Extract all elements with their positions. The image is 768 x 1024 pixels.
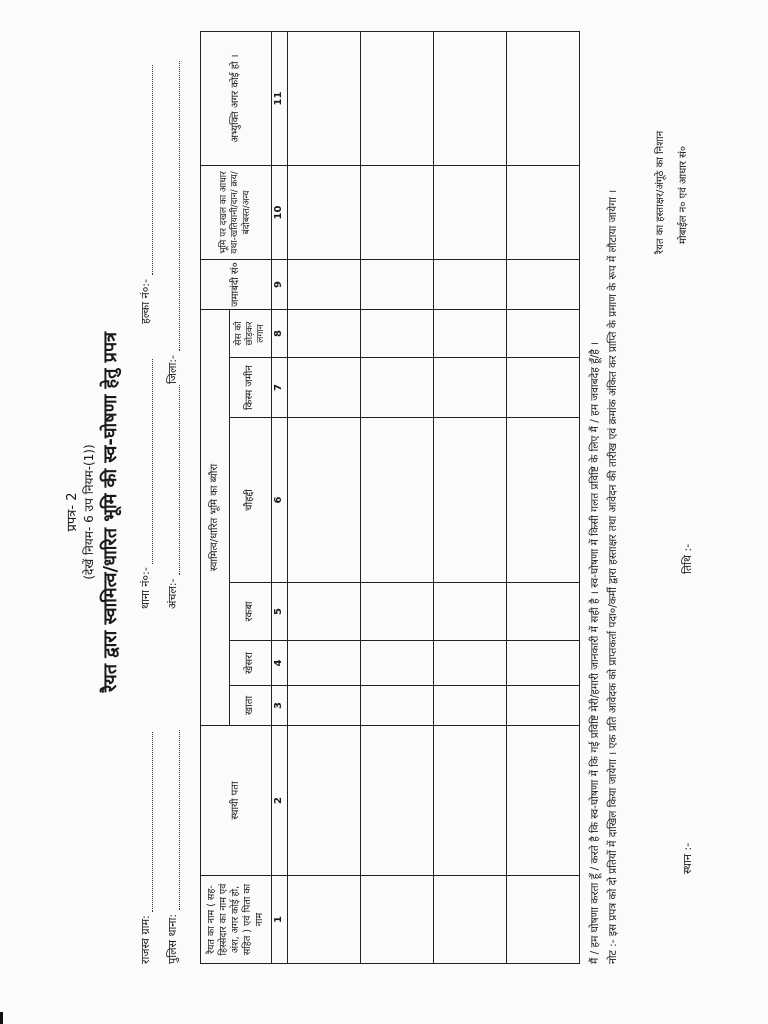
column-number: 7: [272, 358, 288, 418]
col-raiyat-header: रैयत का नाम ( सह-हिस्सेदार का नाम एवं अंश, अगर कोई हो, सहित ) एवं पिता का नाम: [201, 876, 272, 964]
police-thana-blank: [170, 730, 180, 910]
table-cell[interactable]: [506, 309, 579, 357]
table-cell[interactable]: [287, 165, 360, 259]
table-cell[interactable]: [287, 358, 360, 418]
anchal-field[interactable]: [165, 385, 180, 609]
table-cell[interactable]: [360, 686, 433, 726]
table-cell[interactable]: [360, 31, 433, 165]
table-cell[interactable]: [433, 418, 506, 583]
mobile-aadhar-label: मोबाईल न० एवं आधार सं०: [678, 145, 689, 244]
signature-label: रैयत का हस्ताक्षर/अंगूठे का निशान: [655, 130, 666, 254]
rajasv-gram-label: राजस्व ग्राम:: [139, 915, 152, 964]
table-cell[interactable]: [506, 418, 579, 583]
table-cell[interactable]: [360, 165, 433, 259]
column-number: 6: [272, 418, 288, 583]
table-cell[interactable]: [433, 641, 506, 686]
table-body: [287, 31, 579, 963]
jila-blank: [170, 62, 180, 352]
column-number: 8: [272, 309, 288, 357]
table-row: [433, 31, 506, 963]
thana-no-field[interactable]: [138, 359, 153, 609]
table-cell[interactable]: [506, 358, 579, 418]
table-cell[interactable]: [287, 641, 360, 686]
table-cell[interactable]: [506, 31, 579, 165]
column-number: 1: [272, 876, 288, 964]
col-ses-header: सेस को छोड़कर लगान: [230, 309, 272, 357]
table-cell[interactable]: [287, 876, 360, 964]
jila-label: जिला:-: [166, 355, 179, 384]
table-cell[interactable]: [287, 31, 360, 165]
table-cell[interactable]: [287, 418, 360, 583]
table-cell[interactable]: [506, 583, 579, 641]
col-chauhaddi-header: चौहद्दी: [230, 418, 272, 583]
column-number: 2: [272, 726, 288, 876]
anchal-label: अंचल:-: [166, 578, 179, 609]
table-cell[interactable]: [287, 309, 360, 357]
table-cell[interactable]: [433, 259, 506, 309]
table-cell[interactable]: [360, 641, 433, 686]
thana-no-label: थाना नं०:-: [139, 567, 152, 609]
table-row: [506, 31, 579, 963]
col-khata-header: खाता: [230, 686, 272, 726]
halka-no-label: हल्का नं०:-: [139, 278, 152, 324]
table-cell[interactable]: [433, 876, 506, 964]
table-row: [360, 31, 433, 963]
table-cell[interactable]: [506, 259, 579, 309]
declaration-text: मैं / हम घोषणा करता हूँ / करते है कि स्व-घोषणा में कि गई प्रविष्टि मेरी/हमारी जानकारी में सही है । स्व-घोषणा में किसी गलत प्रविष्टि के लिए मैं / हम जवाबदेह हूँ/है ।: [589, 341, 601, 964]
form-subtitle: (देखें नियम- 6 उप नियम-(1)): [82, 444, 96, 580]
col-jamabandi-header: जमाबंदी सं०: [201, 259, 272, 309]
table-header-row-1: [201, 31, 230, 963]
tithi-label: तिथि :-: [681, 543, 694, 574]
col-aadhar-header: भूमि पर दखल का आधार यथा-खतियानी/दान/ क्रय/बंदोबस्त/अन्य: [201, 165, 272, 259]
rajasv-gram-blank: [143, 732, 153, 912]
table-cell[interactable]: [287, 583, 360, 641]
rajasv-gram-field[interactable]: [138, 732, 153, 964]
table-cell[interactable]: [360, 309, 433, 357]
col-address-header: स्थायी पता: [201, 726, 272, 876]
anchal-blank: [170, 385, 180, 575]
col-khesra-header: खेसरा: [230, 641, 272, 686]
police-thana-label: पुलिस थाना:: [166, 913, 179, 964]
halka-no-blank: [143, 65, 153, 275]
table-cell[interactable]: [506, 726, 579, 876]
form-title: प्रपत्र- 2: [65, 492, 80, 532]
table-cell[interactable]: [287, 726, 360, 876]
table-cell[interactable]: [433, 726, 506, 876]
table-cell[interactable]: [433, 358, 506, 418]
table-cell[interactable]: [360, 259, 433, 309]
land-details-group-header: स्वामित्व/धारित भूमि का ब्यौरा: [201, 309, 230, 725]
col-kism-header: किस्म जमीन: [230, 358, 272, 418]
table-cell[interactable]: [360, 418, 433, 583]
column-number: 9: [272, 259, 288, 309]
table-cell[interactable]: [433, 31, 506, 165]
column-number: 11: [272, 31, 288, 165]
jila-field[interactable]: [165, 62, 180, 385]
table-cell[interactable]: [360, 583, 433, 641]
table-cell[interactable]: [433, 309, 506, 357]
table-cell[interactable]: [360, 358, 433, 418]
column-number-row: [272, 31, 288, 963]
table-cell[interactable]: [506, 876, 579, 964]
table-cell[interactable]: [433, 686, 506, 726]
table-cell[interactable]: [360, 726, 433, 876]
table-cell[interactable]: [506, 641, 579, 686]
col-remarks-header: अभ्युक्ति अगर कोई हो ।: [201, 31, 272, 165]
table-cell[interactable]: [360, 876, 433, 964]
col-rakwa-header: रकबा: [230, 583, 272, 641]
column-number: 4: [272, 641, 288, 686]
table-row: [287, 31, 360, 963]
sthan-label: स्थान :-: [681, 842, 694, 874]
form-heading: रैयत द्वारा स्वामित्व/धारित भूमि की स्व-घोषणा हेतु प्रपत्र: [100, 331, 121, 693]
police-thana-field[interactable]: [165, 730, 180, 964]
table-cell[interactable]: [506, 165, 579, 259]
scan-edge-mark: [0, 1012, 3, 1024]
note-text: नोट :- इस प्रपत्र को दो प्रतियों में दाखिल किया जायेगा । एक प्रति आवेदक को प्राप्तकर्ता पदा०/कर्मी द्वारा हस्ताक्षर तथा आवेदन की तारीख एवं क्रमांक अंकित कर प्राप्ति के प्रमाण के रूप में लौटाया जायेगा ।: [607, 189, 619, 964]
column-number: 10: [272, 165, 288, 259]
land-declaration-table: [200, 31, 580, 964]
table-cell[interactable]: [287, 686, 360, 726]
halka-no-field[interactable]: [138, 65, 153, 324]
column-number: 3: [272, 686, 288, 726]
table-cell[interactable]: [433, 583, 506, 641]
table-cell[interactable]: [287, 259, 360, 309]
thana-no-blank: [143, 359, 153, 564]
column-number: 5: [272, 583, 288, 641]
table-cell[interactable]: [506, 686, 579, 726]
table-cell[interactable]: [433, 165, 506, 259]
